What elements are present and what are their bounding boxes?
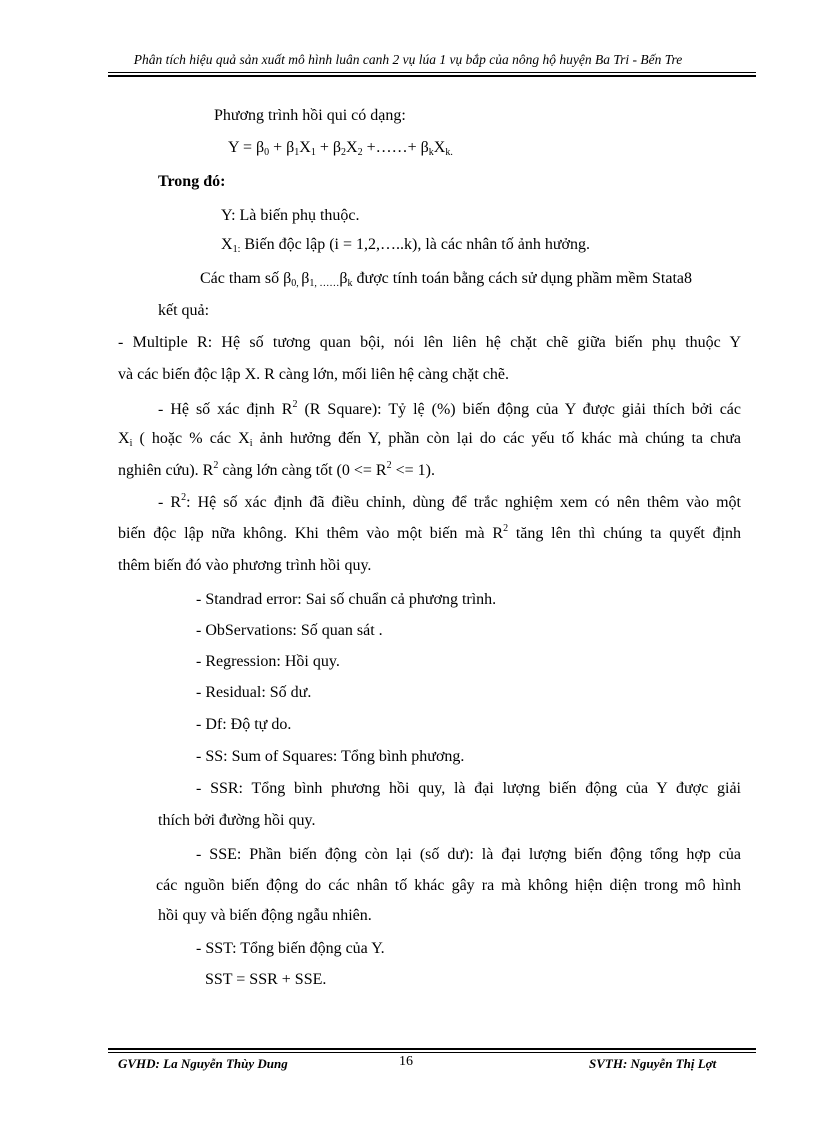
- adjusted-r-square-line-3: thêm biến đó vào phương trình hồi quy.: [118, 557, 372, 574]
- r-square-line-1: - Hệ số xác định $R^2$ (R Square): Tỷ lệ (%) biến động của Y được giải thích bởi các: [158, 399, 741, 418]
- r-square-line-3: nghiên cứu). $R^2$ càng lớn càng tốt $(0 <= R^2 <= 1)$.: [118, 460, 435, 479]
- header-rule-thick: [108, 75, 756, 77]
- header-rule-thin: [108, 72, 756, 73]
- running-header: Phân tích hiệu quả sản xuất mô hình luân canh 2 vụ lúa 1 vụ bắp của nông hộ huyện Ba Tri - Bến Tre: [133, 52, 683, 67]
- r-square-line-2: $X_i$ ( hoặc % các $X_i$ ảnh hưởng đến Y, phần còn lại do các yếu tố khác mà chúng ta chưa: [118, 430, 741, 449]
- xi-definition: $X_{1:}$ Biến độc lập (i = 1,2,…..k), là các nhân tố ảnh hưởng.: [221, 236, 590, 255]
- footer-student: SVTH: Nguyễn Thị Lợt: [589, 1056, 717, 1071]
- footer-advisor: GVHD: La Nguyễn Thùy Dung: [118, 1056, 288, 1071]
- page-number: 16: [399, 1054, 413, 1069]
- ket-qua: kết quả:: [158, 302, 210, 319]
- regression-equation: $Y = \beta_0 + \beta_1X_1 + \beta_2X_2$ +……+ $\beta_kX_{k.}$: [228, 139, 453, 158]
- footer-rule-thin: [108, 1052, 756, 1053]
- list-item-residual: - Residual: Số dư.: [196, 684, 312, 701]
- footer-rule-thick: [108, 1048, 756, 1050]
- sse-line-2: các nguồn biến động do các nhân tố khác gây ra mà không hiện diện trong mô hình: [156, 877, 741, 894]
- parameters-line: Các tham số $\beta_{0,}$ $\beta_{1, \dots\dots}\beta_k$ được tính toán bằng cách sử dụng phầm mềm Stata8: [200, 270, 693, 289]
- list-item-standard-error: - Standrad error: Sai số chuẩn cả phương trình.: [196, 591, 497, 608]
- sse-line-3: hồi quy và biến động ngẫu nhiên.: [158, 907, 372, 924]
- regression-intro: Phương trình hồi qui có dạng:: [214, 107, 406, 124]
- list-item-regression: - Regression: Hồi quy.: [196, 653, 340, 670]
- list-item-observations: - ObServations: Số quan sát .: [196, 622, 383, 639]
- sse-line-1: - SSE: Phần biến động còn lại (số dư): là đại lượng biến động tổng hợp của: [196, 846, 741, 863]
- trong-do-heading: Trong đó:: [158, 173, 226, 190]
- y-definition: Y: Là biến phụ thuộc.: [221, 207, 360, 224]
- list-item-ss: - SS: Sum of Squares: Tổng bình phương.: [196, 748, 465, 765]
- list-item-df: - Df: Độ tự do.: [196, 716, 292, 733]
- ssr-line-1: - SSR: Tổng bình phương hồi quy, là đại lượng biến động của Y được giải: [196, 780, 741, 797]
- adjusted-r-square-line-1: - $R^2$: Hệ số xác định đã điều chỉnh, dùng để trắc nghiệm xem có nên thêm vào một: [158, 492, 741, 511]
- sst-equation: SST = SSR + SSE.: [205, 971, 327, 988]
- ssr-line-2: thích bởi đường hồi quy.: [158, 812, 316, 829]
- sst-definition: - SST: Tổng biến động của Y.: [196, 940, 385, 957]
- multiple-r-line-1: - Multiple R: Hệ số tương quan bội, nói lên liên hệ chặt chẽ giữa biến phụ thuộc Y: [118, 334, 741, 351]
- multiple-r-line-2: và các biến độc lập X. R càng lớn, mối liên hệ càng chặt chẽ.: [118, 366, 509, 383]
- adjusted-r-square-line-2: biến độc lập nữa không. Khi thêm vào một biến mà $R^2$ tăng lên thì chúng ta quyết định: [118, 523, 742, 542]
